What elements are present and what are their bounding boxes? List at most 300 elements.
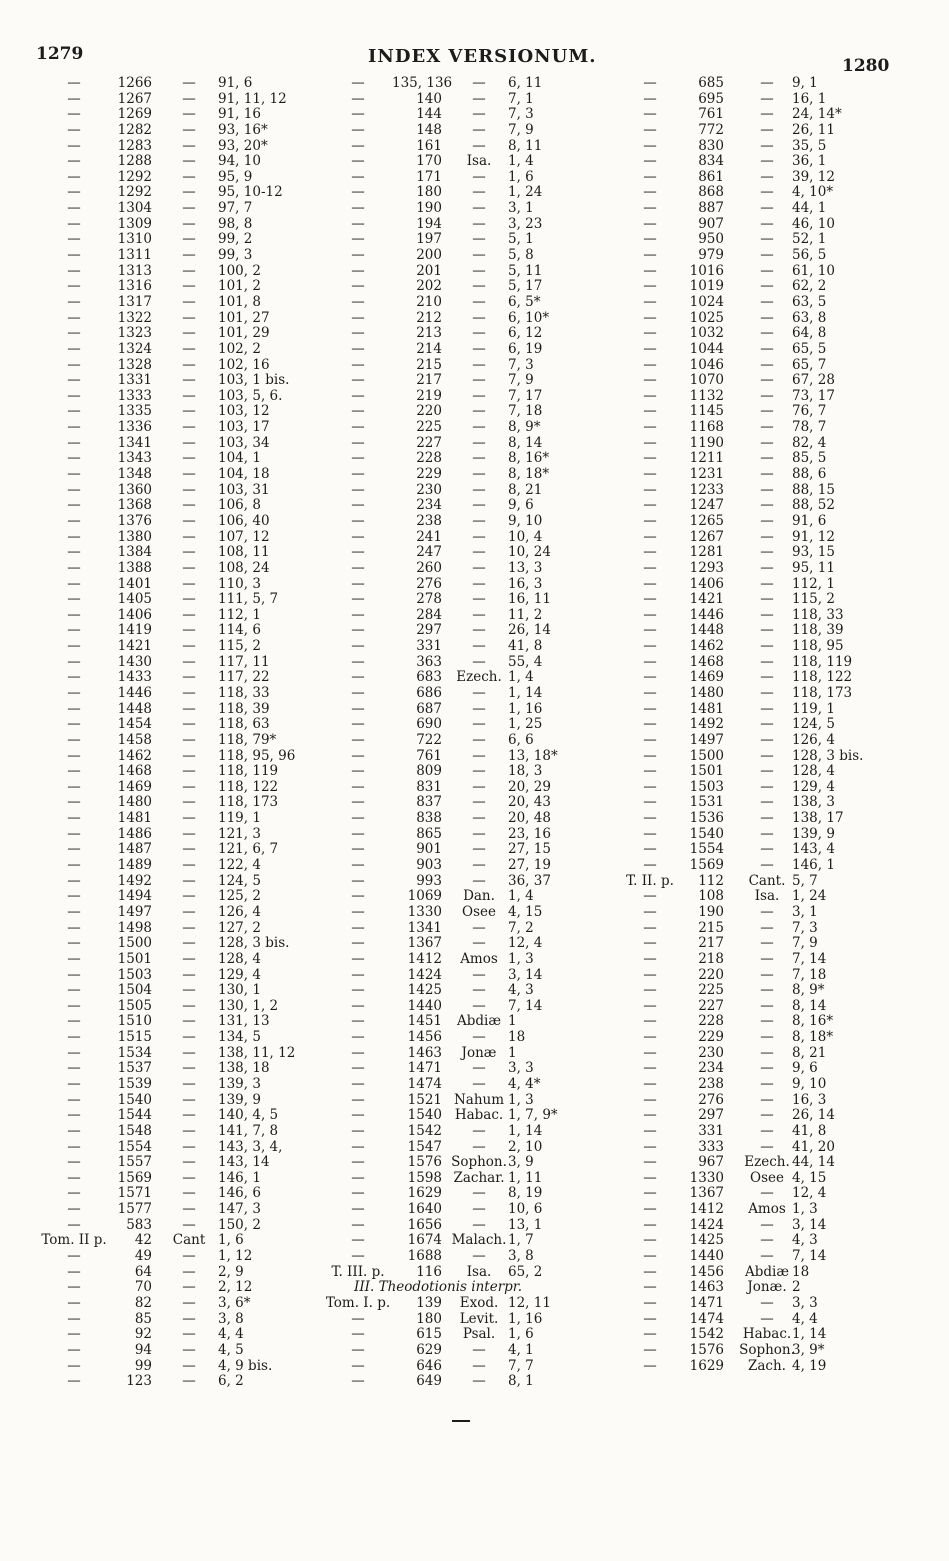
entry-book: —: [472, 841, 486, 858]
index-entry: [318, 1312, 618, 1328]
entry-book: —: [182, 356, 196, 373]
entry-reference: 7, 3: [508, 356, 534, 373]
index-entry: [32, 670, 312, 686]
entry-reference: 39, 12: [792, 168, 835, 185]
entry-tome: —: [643, 153, 657, 170]
entry-book: —: [472, 1185, 486, 1202]
entry-book: —: [760, 1060, 774, 1077]
entry-reference: 8, 18*: [792, 1029, 834, 1046]
index-entry: [32, 514, 312, 530]
entry-tome: —: [67, 184, 81, 201]
entry-tome: —: [351, 1154, 365, 1171]
entry-tome: —: [351, 372, 365, 389]
entry-reference: 16, 11: [508, 591, 551, 608]
entry-page: 190: [416, 200, 442, 217]
entry-reference: 23, 16: [508, 825, 551, 842]
entry-reference: 41, 8: [508, 638, 543, 655]
entry-tome: —: [351, 325, 365, 342]
entry-book: —: [472, 372, 486, 389]
entry-page: 1293: [689, 559, 724, 576]
entry-tome: —: [351, 591, 365, 608]
entry-page: 260: [416, 559, 442, 576]
entry-reference: 11, 2: [508, 606, 543, 623]
entry-tome: —: [643, 544, 657, 561]
entry-book: Psal.: [462, 1326, 496, 1343]
entry-book: —: [182, 1310, 196, 1327]
index-entry: [32, 1374, 312, 1390]
entry-tome: —: [643, 481, 657, 498]
entry-page: 1500: [689, 747, 724, 764]
entry-book: —: [472, 778, 486, 795]
entry-tome: —: [67, 309, 81, 326]
entry-book: —: [760, 1185, 774, 1202]
entry-tome: —: [67, 544, 81, 561]
entry-page: 1451: [407, 1013, 442, 1030]
entry-book: —: [182, 731, 196, 748]
entry-page: 1292: [117, 184, 152, 201]
entry-reference: 3, 1: [508, 200, 534, 217]
entry-tome: —: [643, 528, 657, 545]
index-entry: [32, 154, 312, 170]
index-entry: [610, 1093, 930, 1109]
entry-reference: 5, 11: [508, 262, 543, 279]
entry-book: Zach.: [748, 1357, 786, 1374]
entry-reference: 1, 3: [792, 1201, 818, 1218]
index-entry: [610, 889, 930, 905]
index-entry: [318, 780, 618, 796]
entry-book: —: [472, 825, 486, 842]
entry-book: —: [182, 1013, 196, 1030]
entry-page: 123: [126, 1373, 152, 1390]
entry-tome: —: [643, 262, 657, 279]
index-entry: [32, 655, 312, 671]
entry-book: —: [182, 1357, 196, 1374]
index-entry: [610, 655, 930, 671]
index-entry: [318, 592, 618, 608]
index-entry: [610, 1296, 930, 1312]
entry-tome: —: [643, 434, 657, 451]
entry-page: 1448: [689, 622, 724, 639]
entry-reference: 9, 6: [508, 497, 534, 514]
entry-page: 1456: [689, 1263, 724, 1280]
entry-page: 1486: [117, 825, 152, 842]
entry-page: 1674: [407, 1232, 442, 1249]
entry-book: —: [472, 106, 486, 123]
entry-tome: —: [351, 497, 365, 514]
entry-book: —: [472, 450, 486, 467]
entry-reference: 121, 3: [218, 825, 261, 842]
entry-page: 1019: [689, 278, 724, 295]
entry-book: Cant.: [748, 872, 786, 889]
entry-page: 363: [416, 653, 442, 670]
index-entry: [318, 545, 618, 561]
entry-reference: 18: [508, 1029, 526, 1046]
entry-tome: —: [351, 1201, 365, 1218]
entry-reference: 117, 11: [218, 653, 270, 670]
entry-tome: —: [643, 575, 657, 592]
index-entry: [32, 389, 312, 405]
entry-page: 161: [416, 137, 442, 154]
entry-page: 838: [416, 810, 442, 827]
entry-reference: 65, 5: [792, 340, 827, 357]
entry-book: Habac.: [454, 1107, 504, 1124]
entry-tome: —: [67, 731, 81, 748]
entry-page: 993: [416, 872, 442, 889]
entry-book: —: [760, 309, 774, 326]
entry-book: —: [472, 1373, 486, 1390]
entry-page: 831: [416, 778, 442, 795]
entry-reference: 4, 3: [792, 1232, 818, 1249]
entry-reference: 1, 7, 9*: [508, 1107, 558, 1124]
index-entry: [318, 952, 618, 968]
entry-reference: 122, 4: [218, 857, 261, 874]
entry-tome: —: [351, 684, 365, 701]
entry-tome: —: [351, 888, 365, 905]
entry-book: —: [182, 121, 196, 138]
index-entry: [32, 764, 312, 780]
entry-book: —: [182, 387, 196, 404]
index-entry: [610, 577, 930, 593]
index-entry: [610, 232, 930, 248]
entry-reference: 6, 10*: [508, 309, 550, 326]
index-entry: [32, 999, 312, 1015]
entry-reference: 16, 3: [508, 575, 543, 592]
index-entry: [610, 561, 930, 577]
entry-tome: —: [67, 575, 81, 592]
entry-tome: —: [351, 231, 365, 248]
index-entry: [318, 530, 618, 546]
entry-reference: 27, 15: [508, 841, 551, 858]
entry-book: —: [472, 231, 486, 248]
index-entry: [610, 749, 930, 765]
entry-reference: 26, 14: [792, 1107, 835, 1124]
entry-reference: 1: [508, 1013, 517, 1030]
entry-tome: T. III. p.: [331, 1263, 385, 1280]
entry-tome: —: [351, 903, 365, 920]
entry-tome: —: [643, 247, 657, 264]
entry-page: 1288: [117, 153, 152, 170]
entry-book: —: [760, 434, 774, 451]
entry-reference: 20, 48: [508, 810, 551, 827]
entry-reference: 126, 4: [218, 903, 261, 920]
entry-tome: —: [351, 309, 365, 326]
entry-page: 1292: [117, 168, 152, 185]
entry-tome: —: [67, 528, 81, 545]
entry-reference: 2, 9: [218, 1263, 244, 1280]
entry-book: —: [182, 903, 196, 920]
entry-book: —: [182, 168, 196, 185]
entry-reference: 8, 21: [508, 481, 543, 498]
entry-tome: —: [67, 919, 81, 936]
entry-book: —: [760, 466, 774, 483]
entry-book: —: [472, 1138, 486, 1155]
entry-tome: —: [67, 1044, 81, 1061]
entry-tome: —: [67, 888, 81, 905]
entry-page: 1132: [689, 387, 724, 404]
entry-tome: —: [351, 106, 365, 123]
entry-page: 190: [698, 903, 724, 920]
entry-tome: —: [67, 419, 81, 436]
index-entry: [32, 1280, 312, 1296]
entry-tome: —: [643, 731, 657, 748]
entry-reference: 1, 14: [792, 1326, 827, 1343]
entry-book: —: [182, 544, 196, 561]
entry-book: Isa.: [466, 153, 492, 170]
entry-tome: —: [351, 184, 365, 201]
index-entry: [610, 373, 930, 389]
entry-tome: —: [643, 168, 657, 185]
index-entry: [318, 264, 618, 280]
entry-tome: —: [67, 1326, 81, 1343]
entry-tome: —: [67, 215, 81, 232]
entry-page: 1497: [117, 903, 152, 920]
entry-tome: —: [67, 1373, 81, 1390]
index-entry: [32, 107, 312, 123]
entry-reference: 125, 2: [218, 888, 261, 905]
entry-reference: 4, 15: [508, 903, 543, 920]
entry-page: 227: [416, 434, 442, 451]
entry-reference: 1, 16: [508, 700, 543, 717]
entry-reference: 1, 11: [508, 1169, 543, 1186]
entry-book: —: [760, 325, 774, 342]
index-entry: [32, 451, 312, 467]
entry-reference: 104, 18: [218, 466, 270, 483]
entry-tome: —: [643, 106, 657, 123]
entry-book: —: [472, 1122, 486, 1139]
entry-book: —: [760, 247, 774, 264]
entry-book: —: [472, 1201, 486, 1218]
entry-reference: 9, 10: [792, 1076, 827, 1092]
entry-tome: —: [67, 606, 81, 623]
entry-tome: —: [351, 1310, 365, 1327]
entry-page: 1536: [689, 810, 724, 827]
entry-reference: 124, 5: [792, 716, 835, 733]
entry-page: 276: [416, 575, 442, 592]
entry-reference: 44, 14: [792, 1154, 835, 1171]
entry-page: 229: [416, 466, 442, 483]
entry-reference: 8, 1: [508, 1373, 534, 1390]
entry-book: —: [472, 966, 486, 983]
index-entry: [32, 905, 312, 921]
entry-reference: 1, 12: [218, 1248, 253, 1265]
entry-page: 1231: [689, 466, 724, 483]
entry-page: 1629: [407, 1185, 442, 1202]
index-entry: [610, 498, 930, 514]
entry-book: —: [472, 309, 486, 326]
index-entry: [610, 1233, 930, 1249]
entry-book: —: [182, 434, 196, 451]
entry-book: —: [472, 684, 486, 701]
index-entry: [318, 983, 618, 999]
entry-reference: 9, 10: [508, 512, 543, 529]
entry-reference: 13, 18*: [508, 747, 558, 764]
index-entry: [32, 749, 312, 765]
entry-reference: 2, 10: [508, 1138, 543, 1155]
entry-page: 1640: [407, 1201, 442, 1218]
entry-tome: —: [643, 497, 657, 514]
index-entry: [32, 436, 312, 452]
entry-reference: 143, 4: [792, 841, 835, 858]
index-entry: [32, 858, 312, 874]
entry-tome: —: [67, 325, 81, 342]
entry-reference: 128, 4: [792, 763, 835, 780]
entry-book: —: [760, 372, 774, 389]
entry-book: —: [182, 512, 196, 529]
entry-page: 1388: [117, 559, 152, 576]
entry-book: —: [472, 606, 486, 623]
entry-reference: 6, 11: [508, 75, 543, 91]
entry-reference: 2, 12: [218, 1279, 253, 1296]
entry-page: 1497: [689, 731, 724, 748]
entry-page: 1501: [117, 950, 152, 967]
entry-tome: —: [351, 1248, 365, 1265]
entry-book: —: [182, 997, 196, 1014]
index-entry: [32, 983, 312, 999]
entry-page: 70: [134, 1279, 152, 1296]
entry-book: Zachar.: [453, 1169, 505, 1186]
index-entry: [610, 733, 930, 749]
entry-tome: —: [643, 1122, 657, 1139]
entry-page: 139: [416, 1294, 442, 1311]
index-entry: [610, 483, 930, 499]
entry-reference: 6, 6: [508, 731, 534, 748]
entry-page: 1494: [117, 888, 152, 905]
entry-book: —: [472, 731, 486, 748]
entry-page: 116: [416, 1263, 442, 1280]
index-entry: [318, 217, 618, 233]
entry-reference: 36, 1: [792, 153, 827, 170]
index-entry: [610, 1186, 930, 1202]
entry-book: —: [760, 1310, 774, 1327]
entry-tome: —: [351, 606, 365, 623]
entry-book: —: [472, 356, 486, 373]
entry-page: 194: [416, 215, 442, 232]
entry-page: 215: [698, 919, 724, 936]
entry-page: 1503: [117, 966, 152, 983]
entry-tome: —: [351, 622, 365, 639]
index-entry: [318, 326, 618, 342]
entry-tome: —: [351, 1060, 365, 1077]
index-entry: [610, 623, 930, 639]
entry-book: —: [760, 810, 774, 827]
index-entry: [318, 1343, 618, 1359]
entry-book: —: [182, 638, 196, 655]
entry-book: —: [472, 591, 486, 608]
entry-reference: 3, 14: [508, 966, 543, 983]
entry-page: 112: [698, 872, 724, 889]
entry-reference: 146, 6: [218, 1185, 261, 1202]
index-entry: [32, 373, 312, 389]
entry-reference: 3, 9: [508, 1154, 534, 1171]
entry-book: —: [472, 810, 486, 827]
entry-tome: —: [67, 231, 81, 248]
entry-page: 284: [416, 606, 442, 623]
entry-tome: —: [351, 1357, 365, 1374]
index-entry: [318, 795, 618, 811]
entry-reference: 128, 3 bis.: [792, 747, 864, 764]
index-entry: [32, 639, 312, 655]
entry-page: 1266: [117, 75, 152, 91]
entry-tome: —: [643, 669, 657, 686]
index-entry: [610, 968, 930, 984]
entry-page: 228: [698, 1013, 724, 1030]
entry-reference: 143, 14: [218, 1154, 270, 1171]
entry-tome: —: [351, 512, 365, 529]
entry-reference: 2: [792, 1279, 801, 1296]
entry-reference: 139, 9: [218, 1091, 261, 1108]
index-entry: [610, 1108, 930, 1124]
entry-page: 1430: [117, 653, 152, 670]
entry-page: 219: [416, 387, 442, 404]
index-entry: [610, 780, 930, 796]
entry-book: —: [472, 747, 486, 764]
index-entry: [32, 827, 312, 843]
entry-tome: —: [643, 825, 657, 842]
index-entry: [610, 1312, 930, 1328]
index-entry: [32, 1108, 312, 1124]
entry-page: 1331: [117, 372, 152, 389]
index-entry: [32, 1218, 312, 1234]
entry-page: 1190: [689, 434, 724, 451]
index-entry: [318, 1202, 618, 1218]
entry-book: —: [182, 90, 196, 107]
entry-page: 148: [416, 121, 442, 138]
index-entry: [610, 1265, 930, 1281]
entry-book: —: [182, 309, 196, 326]
entry-tome: —: [67, 1263, 81, 1280]
entry-tome: —: [351, 716, 365, 733]
index-entry: [32, 733, 312, 749]
index-entry: [32, 1249, 312, 1265]
entry-page: 1492: [117, 872, 152, 889]
entry-book: —: [472, 919, 486, 936]
entry-book: —: [760, 512, 774, 529]
index-entry: [610, 1218, 930, 1234]
entry-tome: —: [643, 591, 657, 608]
entry-page: 241: [416, 528, 442, 545]
entry-page: 1548: [117, 1122, 152, 1139]
entry-page: 1576: [407, 1154, 442, 1171]
section-heading-text: III. Theodotionis interpr.: [354, 1279, 523, 1296]
entry-reference: 1, 24: [508, 184, 543, 201]
entry-tome: —: [643, 1357, 657, 1374]
entry-tome: —: [351, 731, 365, 748]
index-entry: [318, 498, 618, 514]
entry-book: Abdiæ: [744, 1263, 790, 1280]
entry-tome: —: [351, 262, 365, 279]
entry-page: 837: [416, 794, 442, 811]
entry-page: 1424: [689, 1216, 724, 1233]
entry-reference: 3, 14: [792, 1216, 827, 1233]
entry-reference: 88, 6: [792, 466, 827, 483]
index-entry: [318, 92, 618, 108]
entry-tome: —: [67, 90, 81, 107]
index-entry: [318, 623, 618, 639]
entry-book: —: [760, 935, 774, 952]
index-entry: [610, 123, 930, 139]
index-entry: [610, 1249, 930, 1265]
entry-reference: 4, 4: [792, 1310, 818, 1327]
entry-tome: —: [67, 747, 81, 764]
entry-reference: 7, 9: [508, 121, 534, 138]
index-entry: [32, 780, 312, 796]
index-entry: [318, 858, 618, 874]
entry-book: —: [182, 75, 196, 91]
index-entry: [32, 1233, 312, 1249]
index-entry: [32, 1343, 312, 1359]
entry-page: 1481: [117, 810, 152, 827]
index-entry: [318, 1218, 618, 1234]
